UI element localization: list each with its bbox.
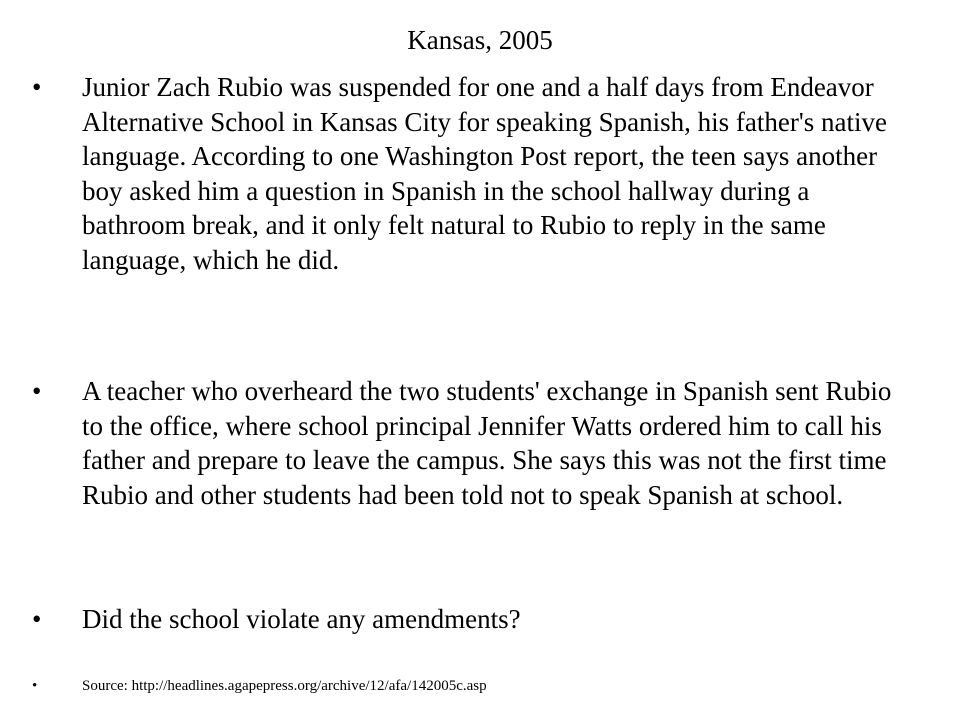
bullet-text: Did the school violate any amendments?	[82, 604, 521, 634]
source-text: Source: http://headlines.agapepress.org/archive/12/afa/142005c.asp	[82, 678, 487, 694]
bullet-text: A teacher who overheard the two students' exchange in Spanish sent Rubio to the office, where school principal Jennifer Watts ordered him to call his father and prepare to leave the campus. She says this was not the first time Rubio and other students had been told not to speak Spanish at school.	[82, 376, 892, 510]
bullet-text: Junior Zach Rubio was suspended for one and a half days from Endeavor Alternative School in Kansas City for speaking Spanish, his father's native language. According to one Washington Post report, the teen says another boy asked him a question in Spanish in the school hallway during a bathroom break, and it only felt natural to Rubio to reply in the same language, which he did.	[82, 72, 887, 275]
bullet-item-2	[32, 374, 912, 512]
bullet-point-icon: •	[32, 604, 42, 634]
source-citation	[32, 676, 912, 696]
bullet-item-3	[32, 602, 912, 637]
bullet-point-icon: •	[32, 376, 42, 406]
bullet-point-icon: •	[32, 72, 42, 102]
slide-title: Kansas, 2005	[407, 25, 553, 55]
bullet-item-1	[32, 70, 912, 277]
bullet-point-icon: •	[32, 678, 38, 694]
